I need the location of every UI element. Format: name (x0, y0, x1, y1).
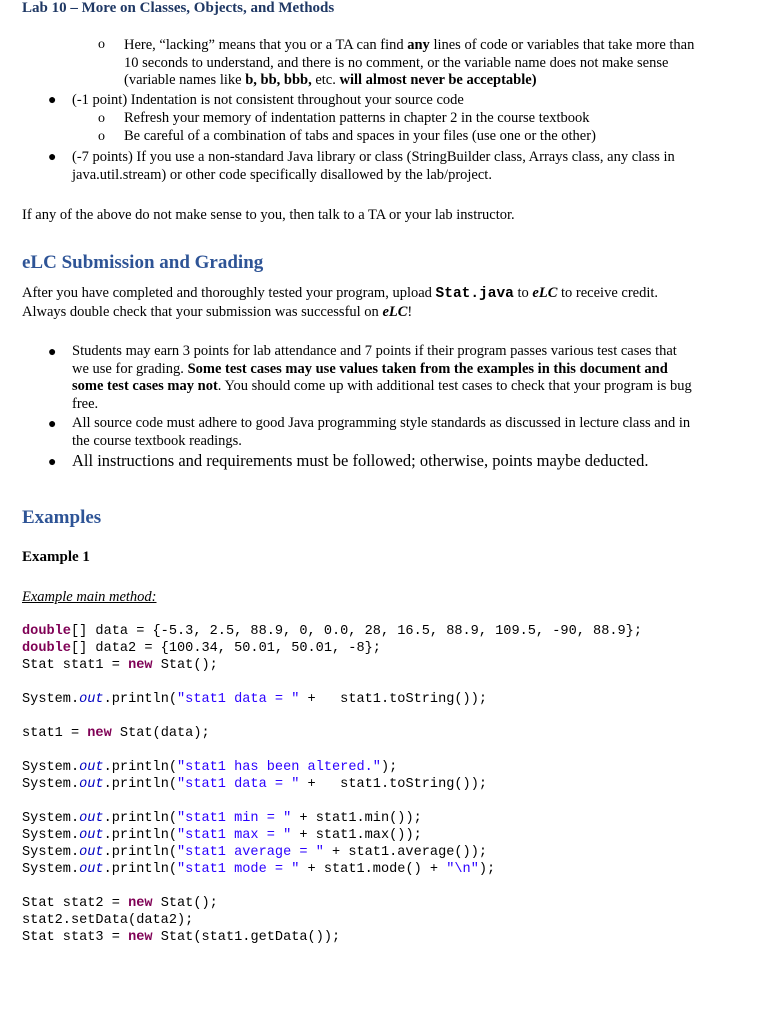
example-1-heading: Example 1 (22, 549, 90, 565)
grading-item-1 (72, 343, 697, 413)
grading-text-bold: Some test cases may use values taken from the examples in this document and some test cases may not (72, 360, 668, 394)
bullet-icon: ● (48, 150, 57, 165)
indentation-sub-2: Be careful of a combination of tabs and spaces in your files (use one or the other) (124, 128, 596, 144)
lacking-note (124, 37, 704, 90)
bullet-icon: ● (48, 345, 57, 360)
lacking-note-text-2: lines of code or variables that take more than 10 seconds to understand, and there is no comment, or the variable name does not make sense (variable names like (124, 37, 695, 88)
examples-heading: Examples (22, 507, 102, 528)
circle-bullet-icon: o (98, 37, 105, 52)
grading-item-3: All instructions and requirements must be followed; otherwise, points maybe deducted. (72, 451, 649, 470)
lacking-note-bold-end: will almost never be acceptable) (339, 72, 537, 88)
lacking-note-etc: etc. (311, 72, 340, 88)
lacking-note-any: any (407, 37, 430, 53)
submission-text-c: to receive credit. Always double check that your submission was successful on (22, 285, 659, 320)
talk-to-ta: If any of the above do not make sense to you, then talk to a TA or your lab instructor. (22, 207, 515, 223)
submission-paragraph (22, 285, 682, 321)
submission-text-a: After you have completed and thoroughly tested your program, upload (22, 285, 436, 301)
submission-heading: eLC Submission and Grading (22, 252, 264, 273)
elc-label-2: eLC (382, 303, 408, 320)
grading-text-a: Students may earn 3 points for lab attendance and 7 points if their program passes various test cases that we use for grading. (72, 343, 677, 377)
grading-item-2: All source code must adhere to good Java programming style standards as discussed in lecture class and in the course textbook readings. (72, 415, 691, 449)
lacking-note-vars: b, bb, bbb, (245, 72, 312, 88)
indentation-sub-1: Refresh your memory of indentation patterns in chapter 2 in the course textbook (124, 110, 590, 126)
grading-text-c: . You should come up with additional test cases to check that your program is bug free. (72, 378, 692, 412)
circle-bullet-icon: o (98, 129, 105, 144)
nonstandard-item: (-7 points) If you use a non-standard Java library or class (StringBuilder class, Arrays class, any class in java.util.stream) or other code specifically disallowed by the lab/project. (72, 149, 675, 183)
bullet-icon: ● (48, 93, 57, 108)
circle-bullet-icon: o (98, 111, 105, 126)
bullet-icon: ● (48, 455, 57, 470)
code-block: double[] data = {-5.3, 2.5, 88.9, 0, 0.0, 28, 16.5, 88.9, 109.5, -90, 88.9}; double[] data2 = {100.34, 50.01, 50.01, -8}; Stat stat1 = new Stat(); System.out.println("stat1 data = " + stat1.toString()); stat1 = new Stat(data); System.out.println("stat1 has been altered."); System.out.println("stat1 data = " + stat1.toString()); System.out.println("stat1 min = " + stat1.min()); System.out.println("stat1 max = " + stat1.max()); System.out.println("stat1 average = " + stat1.average()); System.out.println("stat1 mode = " + stat1.mode() + "\n"); Stat stat2 = new Stat(); stat2.setData(data2); Stat stat3 = new Stat(stat1.getData()); (22, 624, 642, 945)
example-main-method-label: Example main method: (22, 589, 157, 605)
submission-text-b: to (513, 285, 533, 301)
bullet-icon: ● (48, 417, 57, 432)
page-header: Lab 10 – More on Classes, Objects, and Methods (22, 0, 335, 16)
lacking-note-text-1: Here, “lacking” means that you or a TA can find (124, 37, 408, 53)
stat-java-filename: Stat.java (435, 286, 514, 302)
submission-text-end: ! (407, 303, 413, 320)
elc-label: eLC (532, 285, 558, 301)
indentation-item: (-1 point) Indentation is not consistent throughout your source code (72, 92, 464, 108)
